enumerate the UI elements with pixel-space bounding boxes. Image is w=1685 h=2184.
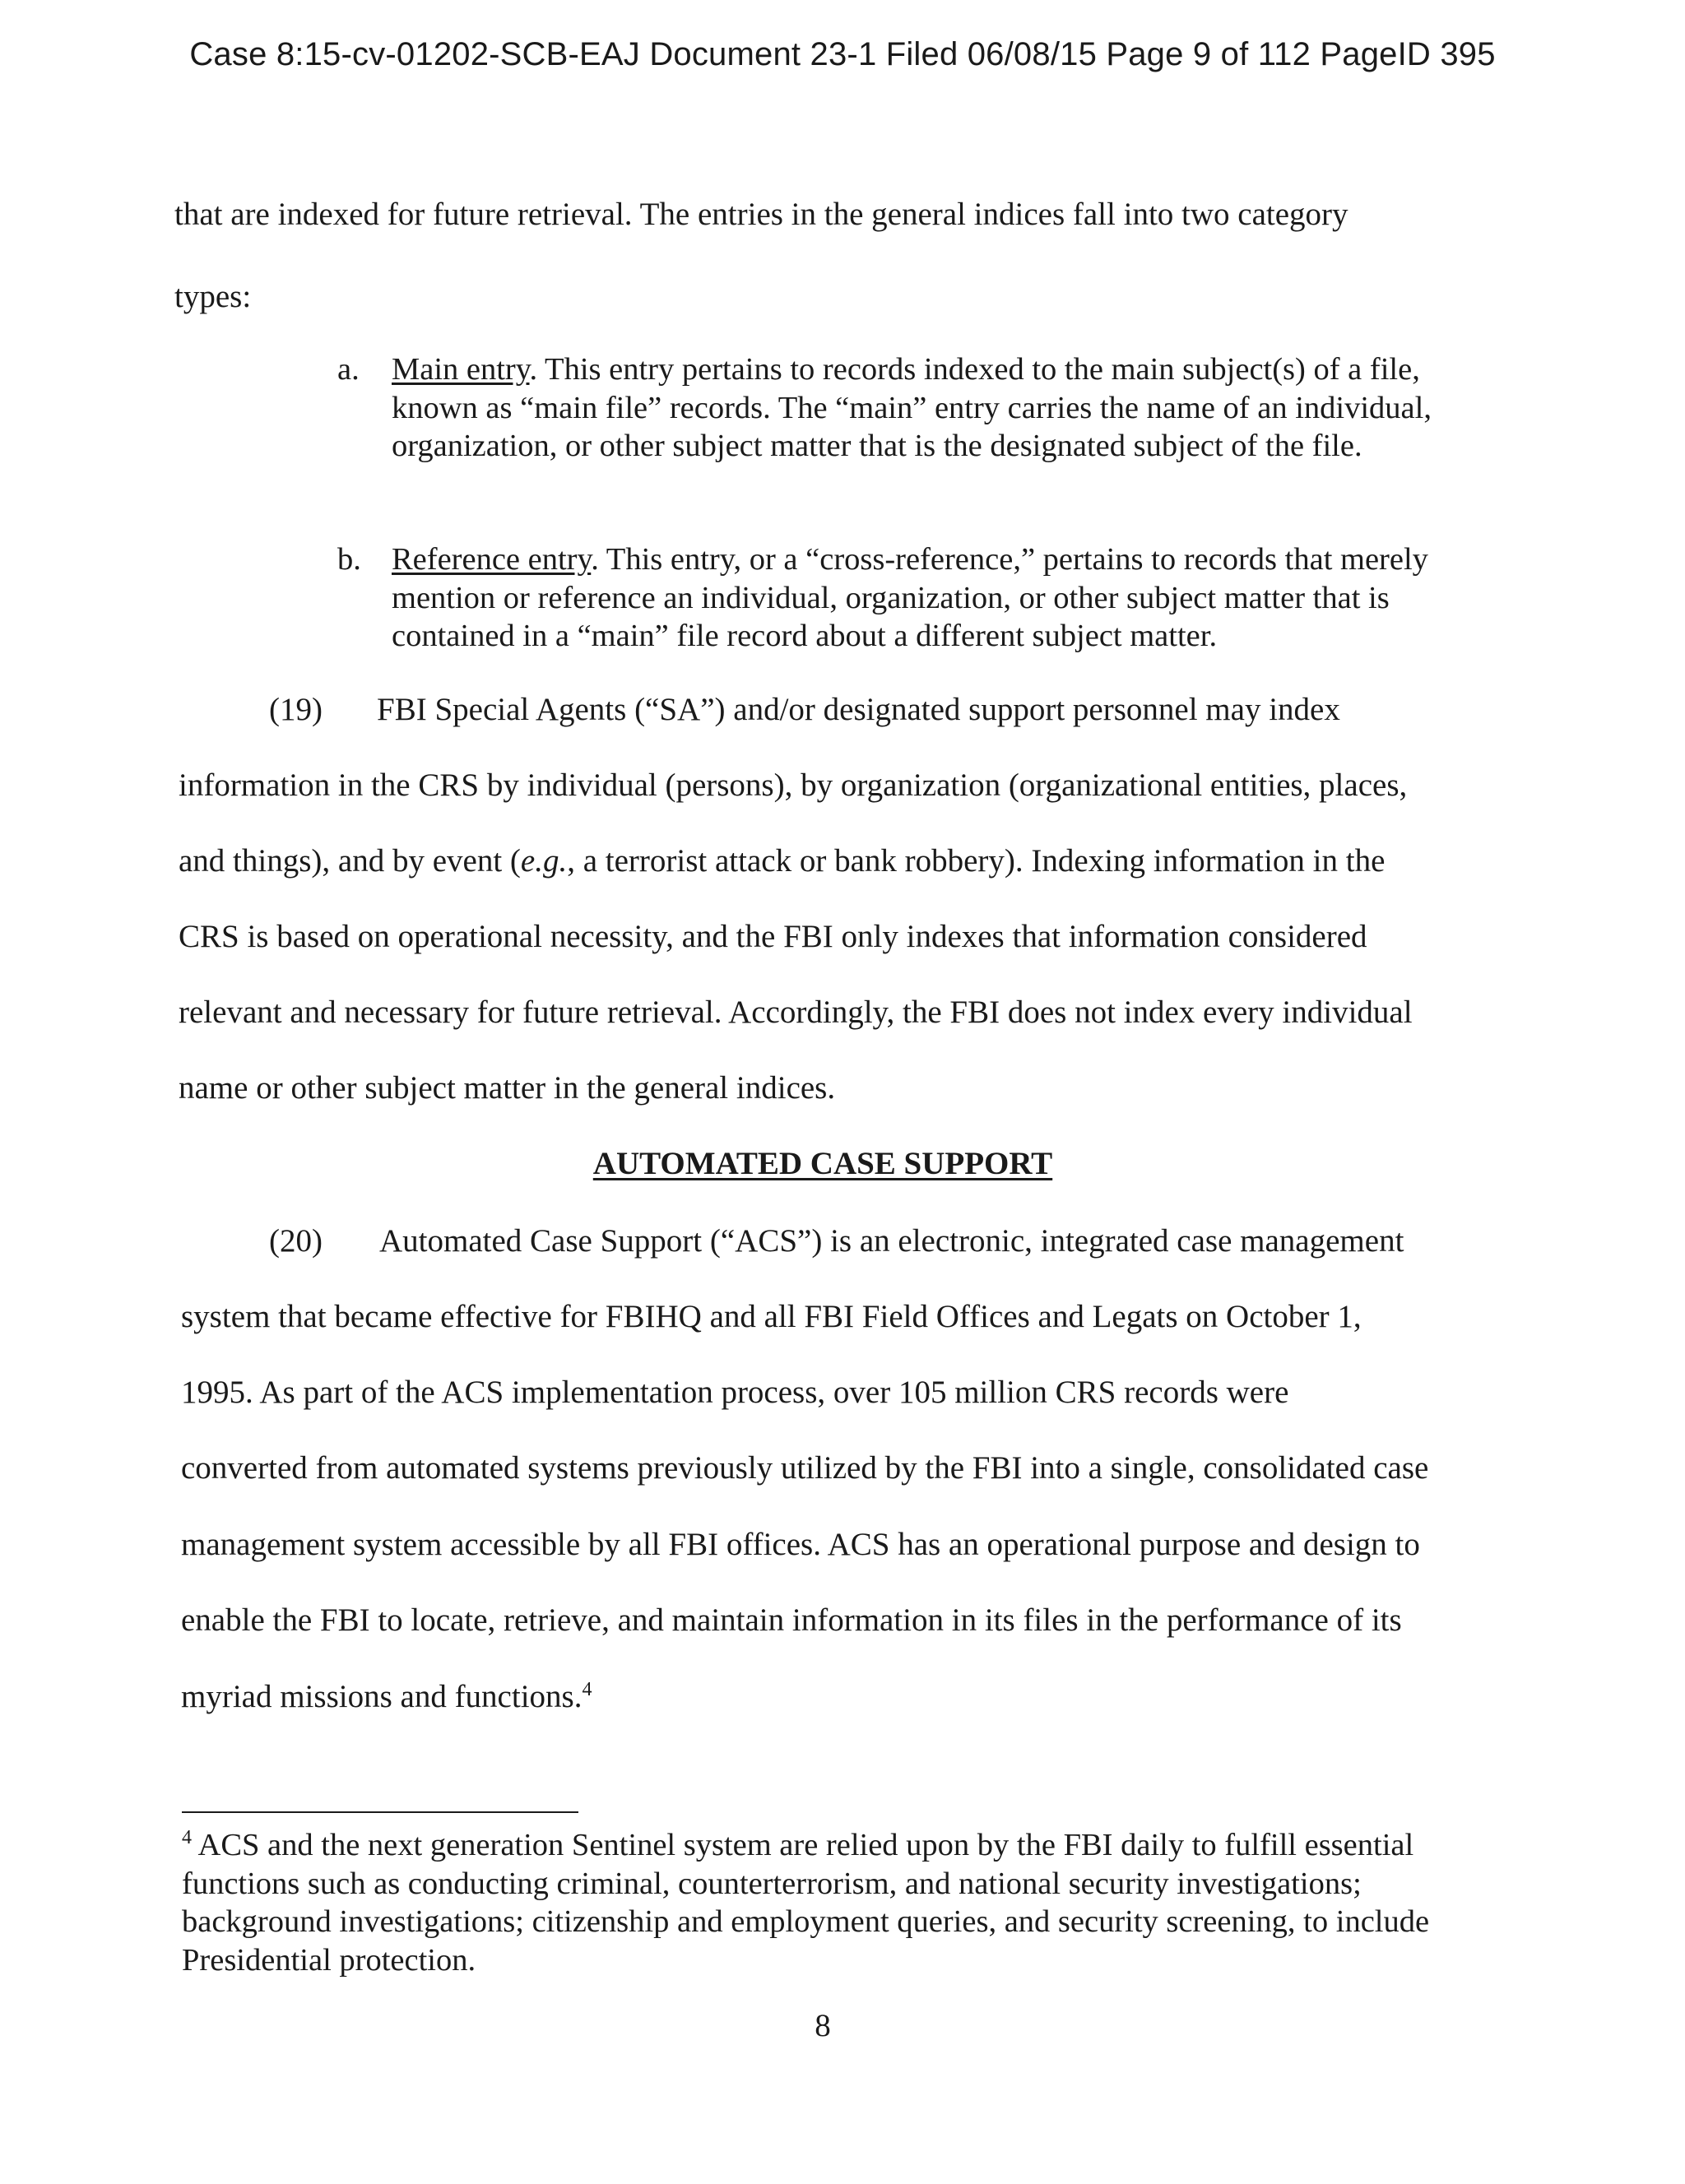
paragraph-19-line: FBI Special Agents (“SA”) and/or designated support personnel may index [377,692,1340,727]
page-number: 8 [815,2008,831,2043]
list-marker: a. [337,352,360,387]
footnote-text: ACS and the next generation Sentinel system are relied upon by the FBI daily to fulfill essential functions such as conducting criminal, counterterrorism, and national security investigations; background investigations; citizenship and employment queries, and security screening, to include Presidential protection. [182,1828,1430,1978]
intro-line-2: types: [174,279,252,314]
paragraph-19-line: CRS is based on operational necessity, and the FBI only indexes that information considered [179,919,1367,954]
paragraph-20-line: enable the FBI to locate, retrieve, and maintain information in its files in the performance of its [181,1602,1402,1638]
paragraph-20-line: management system accessible by all FBI offices. ACS has an operational purpose and design to [181,1527,1420,1562]
list-item-reference-entry [337,540,1456,656]
paragraph-19-line: and things), and by event (e.g., a terrorist attack or bank robbery). Indexing information in the [179,843,1386,879]
case-header: Case 8:15-cv-01202-SCB-EAJ Document 23-1 Filed 06/08/15 Page 9 of 112 PageID 395 [189,36,1496,72]
entry-body: . This entry pertains to records indexed to the main subject(s) of a file, known as “main file” records. The “main” entry carries the name of an individual, organization, or other subject matter that is the designated subject of the file. [392,352,1432,463]
footnote-reference: 4 [582,1679,592,1700]
footnote [182,1826,1465,1979]
paragraph-19-line: name or other subject matter in the general indices. [179,1070,836,1106]
paragraph-19-line: information in the CRS by individual (persons), by organization (organizational entities, places, [179,767,1408,803]
entry-title: Reference entry [392,542,592,577]
paragraph-20-line: Automated Case Support (“ACS”) is an electronic, integrated case management [379,1223,1404,1259]
section-heading: AUTOMATED CASE SUPPORT [592,1146,1053,1181]
entry-body: . This entry, or a “cross-reference,” pertains to records that merely mention or reference an individual, organization, or other subject matter that is contained in a “main” file record about a different subject matter. [392,542,1428,653]
paragraph-19-number: (19) [269,692,323,727]
paragraph-20-line: myriad missions and functions.$^4$ [181,1679,592,1714]
list-marker: b. [337,542,361,577]
paragraph-20-line: converted from automated systems previously utilized by the FBI into a single, consolidated case [181,1450,1429,1486]
footnote-divider [182,1811,578,1813]
paragraph-20-line: system that became effective for FBIHQ and all FBI Field Offices and Legats on October 1, [181,1299,1362,1334]
paragraph-20-line: 1995. As part of the ACS implementation process, over 105 million CRS records were [181,1375,1289,1410]
footnote-number: 4 [182,1827,192,1849]
list-item-main-entry [337,350,1456,466]
paragraph-19-line: relevant and necessary for future retrieval. Accordingly, the FBI does not index every individual [179,995,1413,1030]
intro-line-1: that are indexed for future retrieval. The entries in the general indices fall into two category [174,197,1348,232]
entry-title: Main entry [392,352,530,387]
paragraph-20-number: (20) [269,1223,323,1259]
